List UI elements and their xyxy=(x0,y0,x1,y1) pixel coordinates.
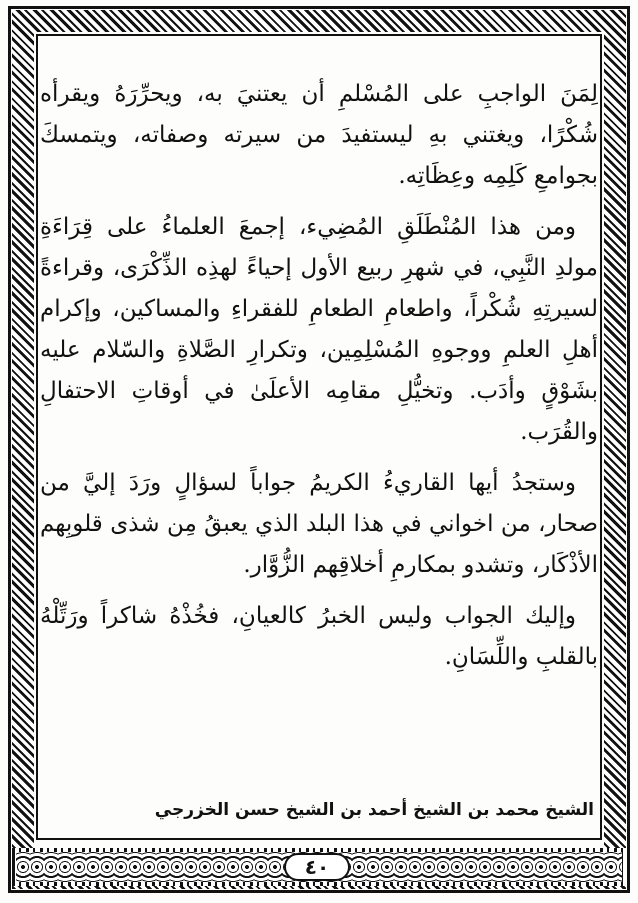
paragraph-4: وإليك الجواب وليس الخبرُ كالعيانِ، فخُذْهُ شاكراً ورَتِّلْهُ بالقلبِ واللِّسَانِ. xyxy=(40,603,598,670)
author-signature: الشيخ محمد بن الشيخ أحمد بن الشيخ حسن الخزرجي xyxy=(154,800,594,820)
paragraph-2: ومن هذا المُنْطَلَقِ المُضِيء، إجمعَ العلماءُ على قِرَاءَةِ مولدِ النَّبِي، في شهرِ ربيع الأول إحياءً لهذِه الذِّكْرَى، وقراءةً لسيرتِهِ شُكْراً، واطعامِ الطعامِ للفقراءِ والمساكين، وإكرام أهلِ العلمِ ووجوهِ المُسْلِمِين، وتكرارِ الصَّلاةِ والسّلام عليه بشَوْقٍ وأدَب. وتخيُّلِ مقامِه الأعلَىٰ في أوقاتِ الاحتفالِ والقُرَب. xyxy=(40,214,598,445)
page-number: ٤٠ xyxy=(284,853,350,881)
paragraph-1: لِمَنَ الواجبِ على المُسْلمِ أن يعتنيَ به، ويحرِّرَهُ ويقرأه شُكْرًا، ويغتني بهِ ليستفيدَ من سيرته وصفاته، ويتمسكَ بجوامعِ كَلِمِه وعِظَاتِه. xyxy=(40,81,598,189)
paragraph-3: وستجدُ أيها القاريءُ الكريمُ جواباً لسؤالٍ ورَدَ إليَّ من صحار، من اخواني في هذا البلد الذي يعبقُ مِن شذى قلوبِهم الأذْكَار، وتشدو بمكارمِ أخلاقِهم الزُّوَّار. xyxy=(40,470,598,578)
page-text xyxy=(40,74,598,688)
